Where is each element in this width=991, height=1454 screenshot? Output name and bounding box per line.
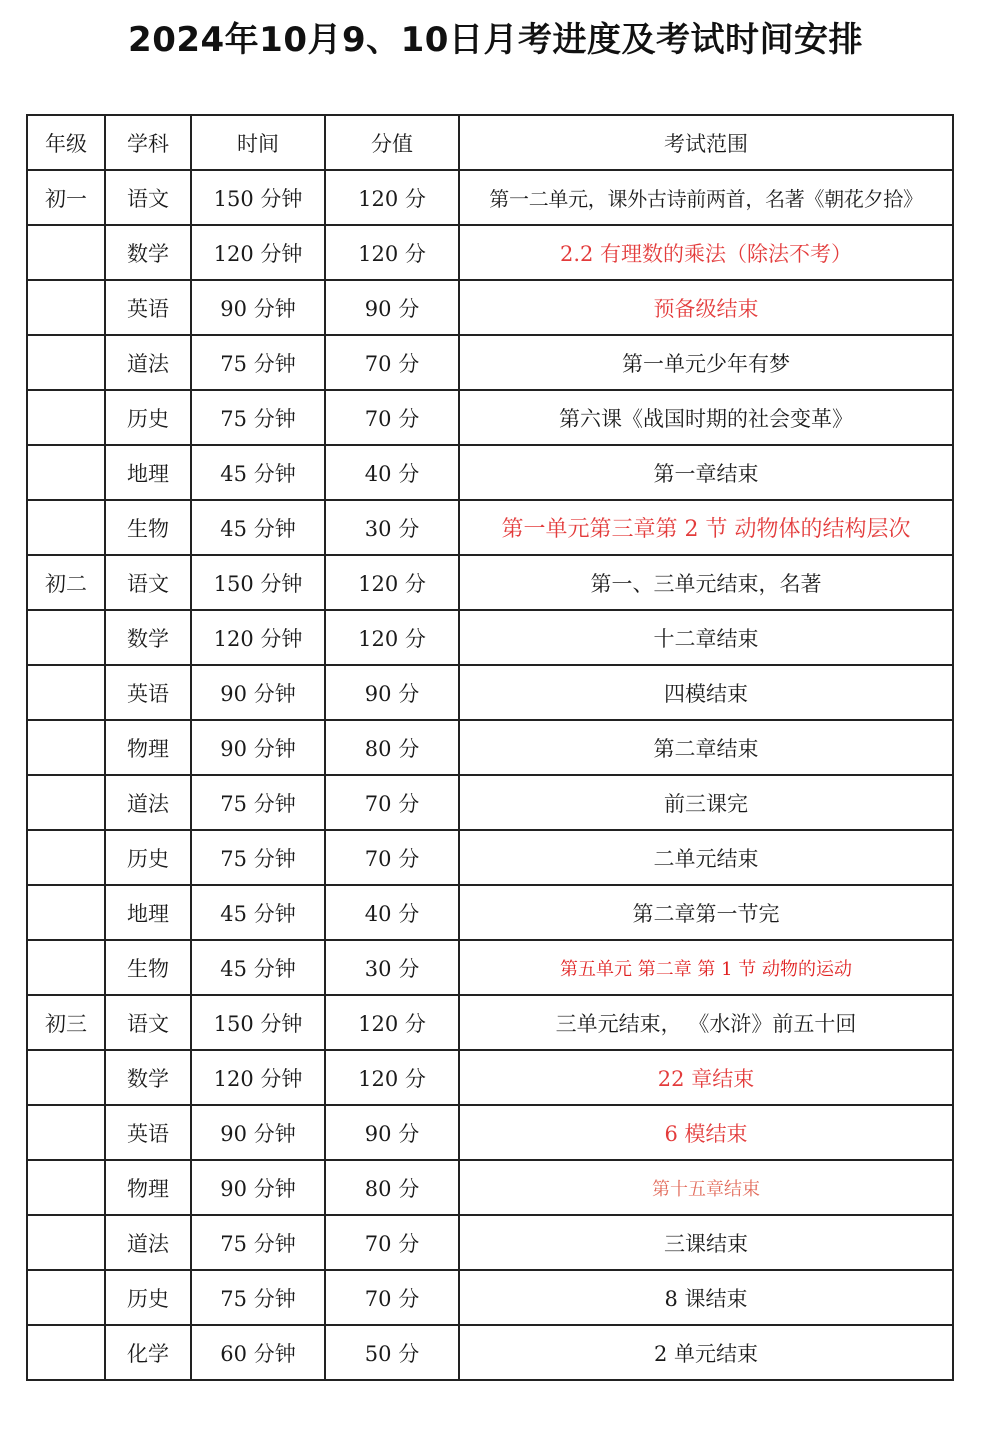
subject-cell: 数学 [105,610,191,665]
score-cell: 30 分 [325,500,459,555]
subject-cell: 道法 [105,335,191,390]
score-cell: 70 分 [325,1270,459,1325]
header-score: 分值 [325,115,459,170]
time-cell: 120 分钟 [191,610,325,665]
grade-cell [27,775,105,830]
table-row [27,1325,953,1380]
score-cell: 120 分 [325,555,459,610]
scope-cell: 十二章结束 [459,610,953,665]
subject-cell: 道法 [105,775,191,830]
score-cell: 40 分 [325,445,459,500]
scope-cell: 2 单元结束 [459,1325,953,1380]
table-body [27,170,953,1380]
time-cell: 90 分钟 [191,280,325,335]
table-header-row [27,115,953,170]
score-cell: 70 分 [325,775,459,830]
grade-cell [27,1270,105,1325]
time-cell: 75 分钟 [191,830,325,885]
table-row [27,445,953,500]
subject-cell: 数学 [105,225,191,280]
header-scope: 考试范围 [459,115,953,170]
scope-cell: 6 模结束 [459,1105,953,1160]
score-cell: 80 分 [325,720,459,775]
grade-cell [27,225,105,280]
time-cell: 150 分钟 [191,170,325,225]
score-cell: 80 分 [325,1160,459,1215]
subject-cell: 物理 [105,1160,191,1215]
time-cell: 90 分钟 [191,1105,325,1160]
grade-cell [27,830,105,885]
scope-cell: 2.2 有理数的乘法（除法不考） [459,225,953,280]
exam-schedule-table [26,114,954,1381]
scope-cell: 第二章第一节完 [459,885,953,940]
subject-cell: 英语 [105,1105,191,1160]
time-cell: 90 分钟 [191,720,325,775]
time-cell: 90 分钟 [191,665,325,720]
subject-cell: 历史 [105,1270,191,1325]
table-row [27,940,953,995]
scope-cell: 第一章结束 [459,445,953,500]
page-title: 2024年10月9、10日月考进度及考试时间安排 [128,20,863,60]
scope-cell: 8 课结束 [459,1270,953,1325]
subject-cell: 生物 [105,940,191,995]
grade-cell [27,390,105,445]
grade-cell [27,610,105,665]
table-row [27,390,953,445]
time-cell: 75 分钟 [191,335,325,390]
grade-cell [27,1050,105,1105]
table-row [27,555,953,610]
time-cell: 120 分钟 [191,225,325,280]
subject-cell: 生物 [105,500,191,555]
scope-cell: 三单元结束， 《水浒》前五十回 [459,995,953,1050]
scope-cell: 第一单元第三章第 2 节 动物体的结构层次 [459,500,953,555]
score-cell: 120 分 [325,170,459,225]
grade-cell [27,885,105,940]
table-row [27,225,953,280]
grade-cell [27,1215,105,1270]
time-cell: 150 分钟 [191,555,325,610]
table-row [27,1050,953,1105]
table-row [27,1270,953,1325]
time-cell: 45 分钟 [191,885,325,940]
time-cell: 60 分钟 [191,1325,325,1380]
subject-cell: 历史 [105,830,191,885]
scope-cell: 第一二单元，课外古诗前两首，名著《朝花夕拾》 [459,170,953,225]
table-row [27,170,953,225]
subject-cell: 地理 [105,445,191,500]
score-cell: 120 分 [325,995,459,1050]
grade-cell: 初三 [27,995,105,1050]
header-time: 时间 [191,115,325,170]
grade-cell [27,665,105,720]
subject-cell: 道法 [105,1215,191,1270]
scope-cell: 三课结束 [459,1215,953,1270]
time-cell: 75 分钟 [191,390,325,445]
grade-cell [27,1105,105,1160]
score-cell: 70 分 [325,335,459,390]
subject-cell: 英语 [105,665,191,720]
grade-cell [27,1160,105,1215]
scope-cell: 第一单元少年有梦 [459,335,953,390]
subject-cell: 化学 [105,1325,191,1380]
score-cell: 70 分 [325,390,459,445]
grade-cell [27,280,105,335]
table-row [27,995,953,1050]
time-cell: 90 分钟 [191,1160,325,1215]
subject-cell: 历史 [105,390,191,445]
scope-cell: 第六课《战国时期的社会变革》 [459,390,953,445]
score-cell: 70 分 [325,1215,459,1270]
score-cell: 120 分 [325,610,459,665]
table-row [27,1160,953,1215]
score-cell: 70 分 [325,830,459,885]
subject-cell: 数学 [105,1050,191,1105]
table-row [27,885,953,940]
scope-cell: 预备级结束 [459,280,953,335]
scope-cell: 前三课完 [459,775,953,830]
time-cell: 120 分钟 [191,1050,325,1105]
table-row [27,1105,953,1160]
table-row [27,775,953,830]
header-subject: 学科 [105,115,191,170]
subject-cell: 地理 [105,885,191,940]
score-cell: 40 分 [325,885,459,940]
header-grade: 年级 [27,115,105,170]
table-row [27,500,953,555]
grade-cell: 初一 [27,170,105,225]
subject-cell: 物理 [105,720,191,775]
table-row [27,1215,953,1270]
table-row [27,280,953,335]
grade-cell [27,500,105,555]
subject-cell: 英语 [105,280,191,335]
grade-cell [27,445,105,500]
time-cell: 75 分钟 [191,1270,325,1325]
scope-cell: 第五单元 第二章 第 1 节 动物的运动 [459,940,953,995]
time-cell: 45 分钟 [191,940,325,995]
score-cell: 90 分 [325,280,459,335]
grade-cell: 初二 [27,555,105,610]
subject-cell: 语文 [105,995,191,1050]
time-cell: 75 分钟 [191,1215,325,1270]
subject-cell: 语文 [105,555,191,610]
scope-cell: 22 章结束 [459,1050,953,1105]
grade-cell [27,335,105,390]
scope-cell: 第二章结束 [459,720,953,775]
time-cell: 150 分钟 [191,995,325,1050]
scope-cell: 四模结束 [459,665,953,720]
table-row [27,720,953,775]
score-cell: 30 分 [325,940,459,995]
time-cell: 45 分钟 [191,445,325,500]
scope-cell: 第一、三单元结束，名著 [459,555,953,610]
score-cell: 120 分 [325,225,459,280]
time-cell: 75 分钟 [191,775,325,830]
score-cell: 90 分 [325,1105,459,1160]
scope-cell: 第十五章结束 [459,1160,953,1215]
subject-cell: 语文 [105,170,191,225]
grade-cell [27,1325,105,1380]
time-cell: 45 分钟 [191,500,325,555]
grade-cell [27,940,105,995]
score-cell: 120 分 [325,1050,459,1105]
score-cell: 90 分 [325,665,459,720]
table-row [27,610,953,665]
table-row [27,335,953,390]
scope-cell: 二单元结束 [459,830,953,885]
score-cell: 50 分 [325,1325,459,1380]
grade-cell [27,720,105,775]
table-row [27,665,953,720]
table-row [27,830,953,885]
